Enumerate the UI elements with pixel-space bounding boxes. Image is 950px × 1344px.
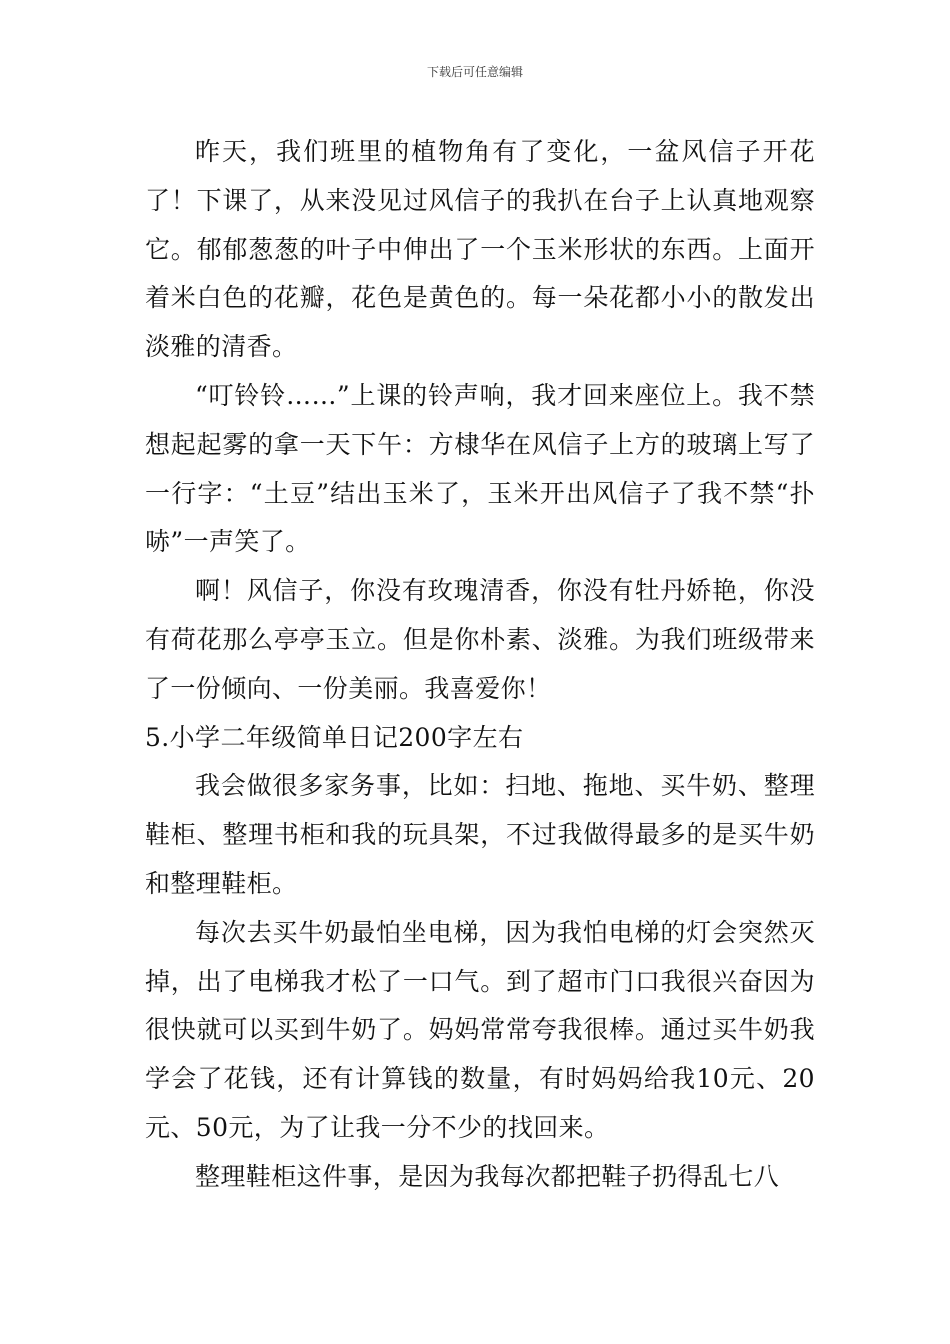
paragraph-housework: 我会做很多家务事，比如：扫地、拖地、买牛奶、整理鞋柜、整理书柜和我的玩具架，不过我做得最多的是买牛奶和整理鞋柜。 [145,771,815,898]
section-heading: 5.小学二年级简单日记200字左右 [145,722,524,752]
paragraph-bell-rings: “叮铃铃……”上课的铃声响，我才回来座位上。我不禁想起起雾的拿一天下午：方棣华在风信子上方的玻璃上写了一行字：“土豆”结出玉米了，玉米开出风信子了我不禁“扑哧”一声笑了。 [145,380,815,557]
document-body [145,128,815,1202]
paragraph-hyacinth-praise: 啊！风信子，你没有玫瑰清香，你没有牡丹娇艳，你没有荷花那么亭亭玉立。但是你朴素、淡雅。为我们班级带来了一份倾向、一份美丽。我喜爱你！ [145,576,815,703]
paragraph-hyacinth-bloom: 昨天，我们班里的植物角有了变化，一盆风信子开花了！下课了，从来没见过风信子的我扒在台子上认真地观察它。郁郁葱葱的叶子中伸出了一个玉米形状的东西。上面开着米白色的花瓣，花色是黄色的。每一朵花都小小的散发出淡雅的清香。 [145,137,815,362]
paragraph-buying-milk: 每次去买牛奶最怕坐电梯，因为我怕电梯的灯会突然灭掉，出了电梯我才松了一口气。到了超市门口我很兴奋因为很快就可以买到牛奶了。妈妈常常夸我很棒。通过买牛奶我学会了花钱，还有计算钱的数量，有时妈妈给我10元、20元、50元，为了让我一分不少的找回来。 [145,917,815,1142]
page-header-note: 下载后可任意编辑 [426,65,523,79]
paragraph-shoe-cabinet: 整理鞋柜这件事，是因为我每次都把鞋子扔得乱七八 [195,1161,780,1191]
